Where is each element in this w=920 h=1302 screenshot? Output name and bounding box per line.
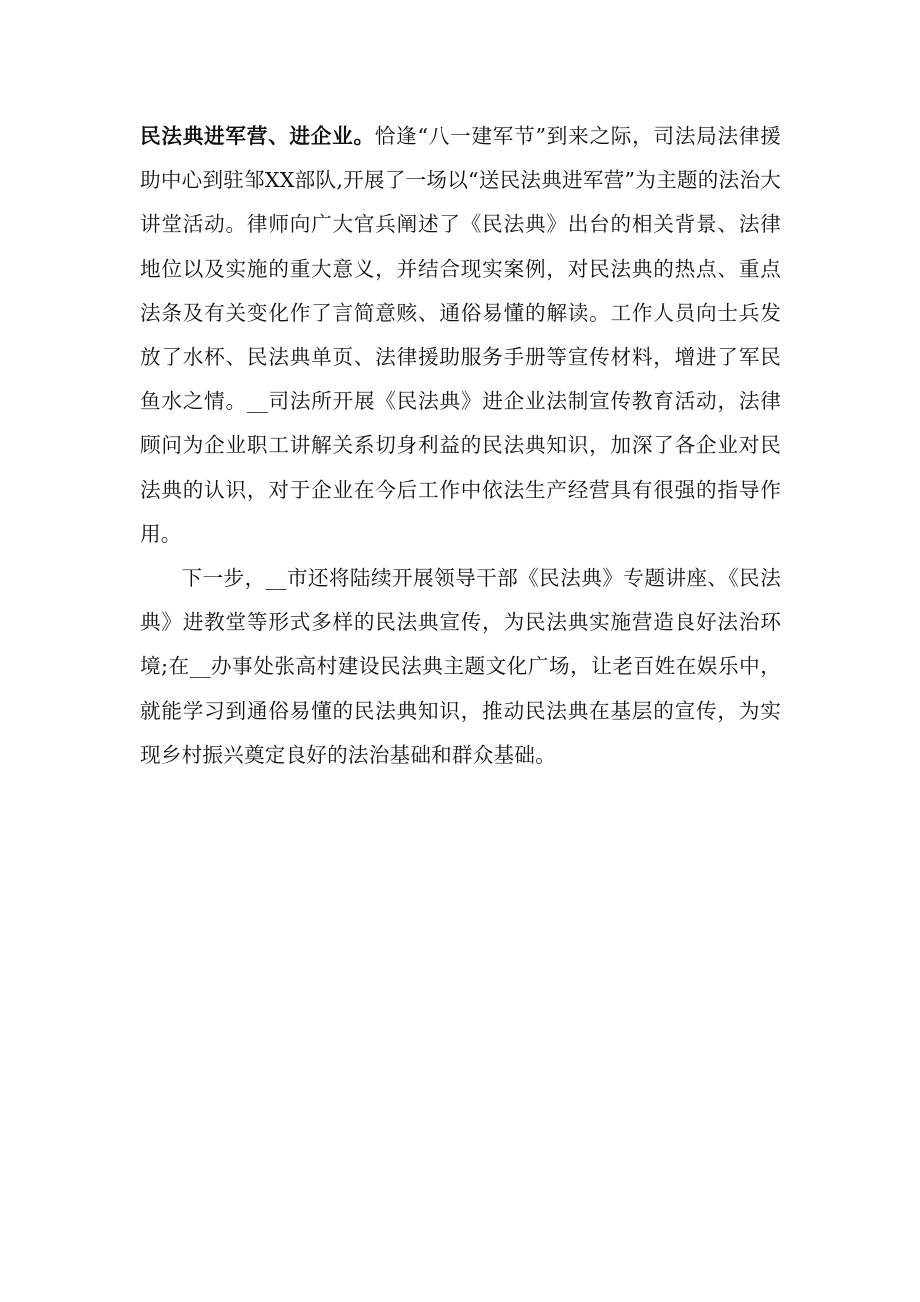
paragraph-text: 恰逢“八一建军节”到来之际，司法局法律援助中心到驻邹XX部队,开展了一场以“送民法典进军营”为主题的法治大讲堂活动。律师向广大官兵阐述了《民法典》出台的相关背景、法律地位以及实施的重大意义，并结合现实案例，对民法典的热点、重点法条及有关变化作了言简意赅、通俗易懂的解读。工作人员向士兵发放了水杯、民法典单页、法律援助服务手册等宣传材料，增进了军民鱼水之情。__司法所开展《民法典》进企业法制宣传教育活动，法律顾问为企业职工讲解关系切身利益的民法典知识，加深了各企业对民法典的认识，对于企业在今后工作中依法生产经营具有很强的指导作用。 [140,124,781,546]
paragraph-military-enterprise [140,114,781,556]
document-body [140,114,781,777]
paragraph-next-steps: 下一步，__市还将陆续开展领导干部《民法典》专题讲座、《民法典》进教堂等形式多样的民法典宣传，为民法典实施营造良好法治环境;在__办事处张高村建设民法典主题文化广场，让老百姓在娱乐中，就能学习到通俗易懂的民法典知识，推动民法典在基层的宣传，为实现乡村振兴奠定良好的法治基础和群众基础。 [140,566,781,767]
paragraph-bold-heading: 民法典进军营、进企业。 [140,124,375,148]
